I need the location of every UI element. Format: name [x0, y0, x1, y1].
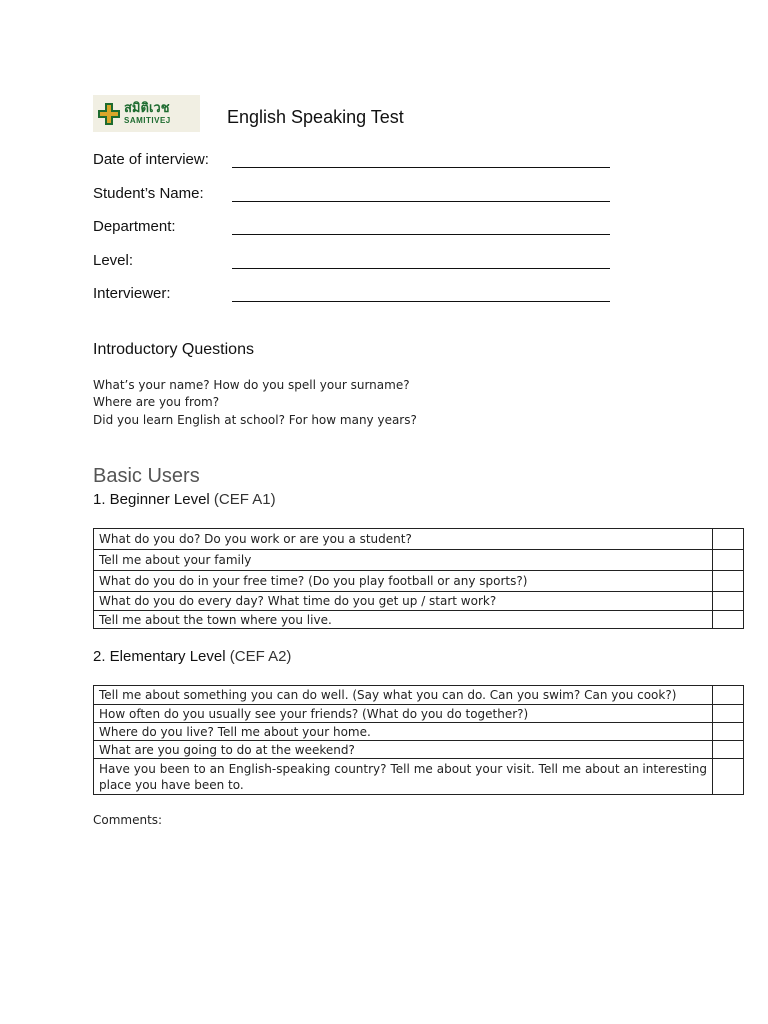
- table-row: [94, 723, 744, 741]
- cef-label: (CEF A1): [213, 491, 276, 508]
- hospital-cross-icon: [97, 102, 121, 126]
- table-row: [94, 529, 744, 550]
- intro-question: Where are you from?: [93, 395, 220, 409]
- field-interviewer: [93, 285, 613, 305]
- check-cell[interactable]: [713, 592, 744, 611]
- field-blank-line[interactable]: [232, 301, 610, 302]
- question-cell: Have you been to an English-speaking country? Tell me about your visit. Tell me about an interesting place you have been to.: [94, 759, 713, 795]
- field-level: [93, 252, 613, 272]
- field-department: [93, 218, 613, 238]
- intro-heading: Introductory Questions: [93, 341, 254, 358]
- elementary-questions-table: [93, 685, 744, 795]
- question-cell: What are you going to do at the weekend?: [94, 741, 713, 759]
- question-cell: How often do you usually see your friends? (What do you do together?): [94, 705, 713, 723]
- check-cell[interactable]: [713, 723, 744, 741]
- field-blank-line[interactable]: [232, 201, 610, 202]
- question-cell: Tell me about your family: [94, 550, 713, 571]
- field-label: Interviewer:: [93, 285, 171, 302]
- check-cell[interactable]: [713, 741, 744, 759]
- check-cell[interactable]: [713, 686, 744, 705]
- check-cell[interactable]: [713, 550, 744, 571]
- question-cell: What do you do? Do you work or are you a student?: [94, 529, 713, 550]
- intro-question: What’s your name? How do you spell your surname?: [93, 378, 410, 392]
- table-row: [94, 571, 744, 592]
- field-label: Level:: [93, 252, 134, 269]
- field-label: Student’s Name:: [93, 185, 204, 202]
- check-cell[interactable]: [713, 611, 744, 629]
- beginner-level-title: [93, 491, 276, 508]
- question-cell: What do you do in your free time? (Do you play football or any sports?): [94, 571, 713, 592]
- cef-label: (CEF A2): [229, 648, 292, 665]
- elementary-level-title: [93, 648, 291, 665]
- field-label: Date of interview:: [93, 151, 209, 168]
- intro-question: Did you learn English at school? For how many years?: [93, 413, 417, 427]
- section-title-basic-users: Basic Users: [93, 465, 200, 487]
- logo-english-text: SAMITIVEJ: [124, 116, 171, 125]
- check-cell[interactable]: [713, 705, 744, 723]
- check-cell[interactable]: [713, 571, 744, 592]
- question-cell: Tell me about the town where you live.: [94, 611, 713, 629]
- field-label: Department:: [93, 218, 176, 235]
- comments-label: Comments:: [93, 813, 163, 827]
- check-cell[interactable]: [713, 759, 744, 795]
- table-row: [94, 611, 744, 629]
- level-title-text: 2. Elementary Level: [93, 648, 226, 665]
- question-cell: Where do you live? Tell me about your home.: [94, 723, 713, 741]
- field-blank-line[interactable]: [232, 268, 610, 269]
- table-row: [94, 705, 744, 723]
- field-date-of-interview: [93, 151, 613, 171]
- page-title: English Speaking Test: [227, 107, 404, 127]
- level-title-text: 1. Beginner Level: [93, 491, 210, 508]
- table-row: [94, 686, 744, 705]
- field-blank-line[interactable]: [232, 167, 610, 168]
- question-cell: Tell me about something you can do well. (Say what you can do. Can you swim? Can you cook?): [94, 686, 713, 705]
- logo-thai-text: สมิติเวช: [124, 101, 170, 116]
- table-row: [94, 741, 744, 759]
- samitivej-logo: [93, 95, 200, 132]
- field-blank-line[interactable]: [232, 234, 610, 235]
- beginner-questions-table: [93, 528, 744, 629]
- question-cell: What do you do every day? What time do you get up / start work?: [94, 592, 713, 611]
- check-cell[interactable]: [713, 529, 744, 550]
- table-row: [94, 759, 744, 795]
- field-student-name: [93, 185, 613, 205]
- table-row: [94, 592, 744, 611]
- table-row: [94, 550, 744, 571]
